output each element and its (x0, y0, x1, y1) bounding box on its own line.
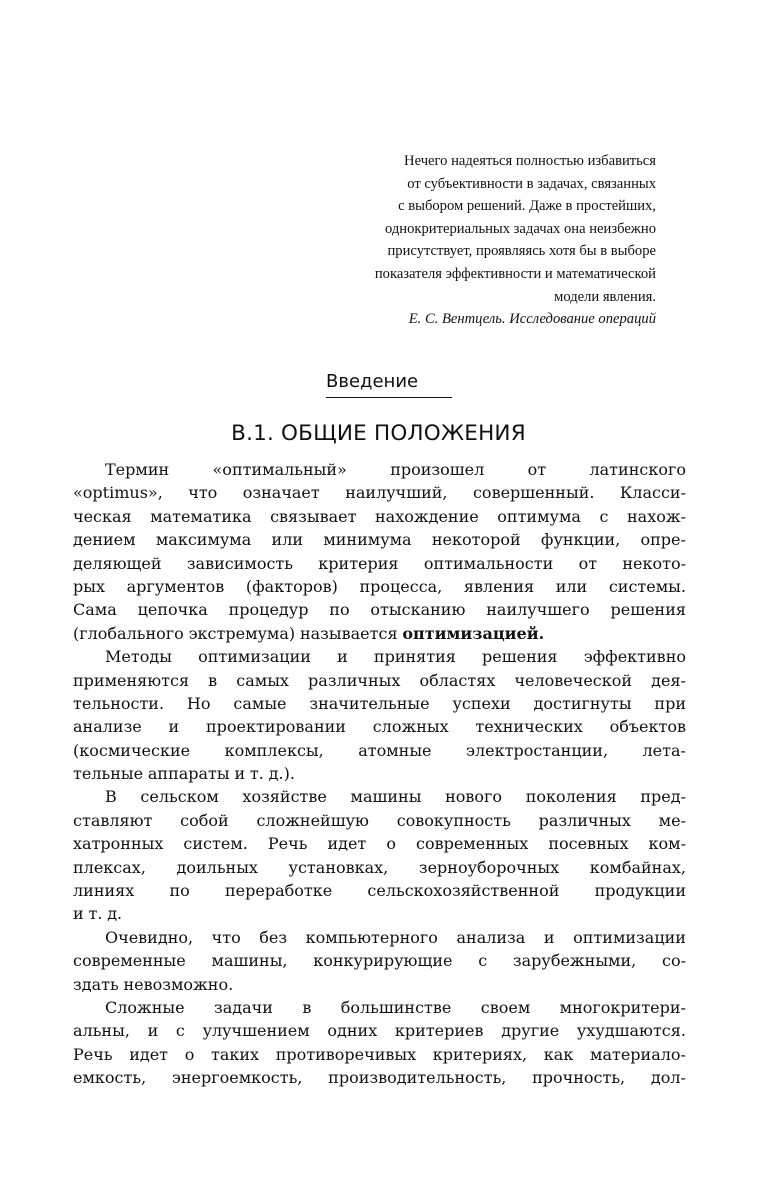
text-line (73, 458, 686, 481)
word: хозяйстве (242, 787, 327, 807)
word: наилучший, (345, 483, 448, 503)
word: машины, (211, 951, 288, 971)
text-line (73, 739, 686, 762)
epigraph-line: с выбором решений. Даже в простейших, (398, 198, 656, 215)
word: минимума (323, 530, 412, 550)
word: объектов (609, 717, 686, 737)
word: некоторой (431, 530, 521, 550)
word: в (302, 997, 312, 1017)
word: здать (73, 974, 119, 994)
word: переработке (224, 881, 333, 901)
word: решения (610, 600, 686, 620)
text-line (73, 692, 686, 715)
word: многокритери- (559, 997, 686, 1017)
text-line (73, 949, 686, 972)
epigraph-line: показателя эффективности и математической (374, 265, 656, 282)
word: называется (299, 623, 398, 643)
word: современные (73, 951, 186, 971)
word: анализа (456, 927, 526, 947)
word: оптимальности (423, 553, 554, 573)
word: другие (501, 1021, 560, 1041)
word: областях (419, 670, 496, 690)
text-line (73, 809, 686, 832)
text-line (73, 996, 686, 1019)
word: машины (350, 787, 422, 807)
word: означает (242, 483, 320, 503)
word: дением (73, 530, 136, 550)
text-line (73, 528, 686, 551)
word: различных (538, 810, 631, 830)
word: анализе (73, 717, 142, 737)
epigraph (256, 150, 656, 331)
word: или (271, 530, 304, 550)
word: систем. (183, 834, 248, 854)
word: аргументов (126, 576, 225, 596)
word: прочность, (532, 1068, 626, 1088)
word: критериев (394, 1021, 484, 1041)
word: сельском (140, 787, 219, 807)
text-line (73, 715, 686, 738)
chapter-heading: Введение (326, 369, 452, 398)
word: по (329, 600, 350, 620)
word: произошел (390, 460, 485, 479)
word: принятия (373, 647, 456, 667)
section-heading: В.1. ОБЩИЕ ПОЛОЖЕНИЯ (231, 421, 526, 446)
word: достигнуты (533, 693, 632, 713)
text-line (73, 622, 686, 645)
word: математика (150, 506, 252, 526)
word: с (175, 1021, 185, 1041)
word: ме- (658, 810, 686, 830)
word: В (105, 787, 117, 807)
word: ухудшаются. (576, 1021, 686, 1041)
word: «optimus», (73, 483, 163, 503)
text-line (73, 832, 686, 855)
word: эффективно (583, 647, 686, 667)
word: нахождение (375, 506, 479, 526)
word: зарубежными, (512, 951, 637, 971)
word: невозможно. (123, 974, 234, 994)
word: лета- (642, 740, 686, 760)
word: компьютерного (305, 927, 438, 947)
word: оптимизации (198, 647, 311, 667)
word: нового (445, 787, 503, 807)
word: Речь (267, 834, 308, 854)
epigraph-line: от субъективности в задачах, связанных (407, 175, 656, 192)
word: плексах, (73, 857, 146, 877)
word: системы. (608, 576, 686, 596)
word: некото- (622, 553, 686, 573)
word: о (386, 834, 396, 854)
word: нахож- (626, 506, 686, 526)
word: критериях, (432, 1044, 528, 1064)
text-line (73, 1043, 686, 1066)
word: или (555, 576, 588, 596)
word: и (543, 927, 555, 947)
word: установках, (288, 857, 389, 877)
word: что (211, 927, 241, 947)
word: с (599, 506, 609, 526)
word: собой (180, 810, 229, 830)
word: пред- (640, 787, 686, 807)
word: противоречивых (275, 1044, 417, 1064)
word: «оптимальный» (212, 460, 347, 479)
word: Класси- (619, 483, 686, 503)
word: электростанции, (466, 740, 609, 760)
word: значительные (309, 693, 430, 713)
word: связывает (270, 506, 357, 526)
text-line (73, 762, 686, 785)
word: д. (107, 904, 123, 924)
text-line (73, 1019, 686, 1042)
word: идет (129, 1044, 169, 1064)
word: производительность, (328, 1068, 507, 1088)
text-line (73, 552, 686, 575)
word: атомные (358, 740, 432, 760)
word: посевных (548, 834, 629, 854)
word: Сложные (105, 997, 185, 1017)
body-text (73, 458, 686, 1090)
text-line (73, 902, 686, 925)
text-line (73, 598, 686, 621)
epigraph-line: присутствует, проявляясь хотя бы в выборе (387, 243, 656, 260)
word: Речь (73, 1044, 113, 1064)
word: современных (415, 834, 529, 854)
word: таких (210, 1044, 260, 1064)
word: экстремума) (188, 623, 296, 643)
word: аппараты (147, 764, 230, 784)
word: применяются (73, 670, 190, 690)
emphasized-term: оптимизацией. (402, 623, 545, 643)
word: т. (249, 764, 264, 784)
word: самых (236, 670, 289, 690)
word: технических (475, 717, 583, 737)
text-line (73, 926, 686, 949)
word: от (527, 460, 547, 479)
word: конкурирующие (313, 951, 453, 971)
word: линиях (73, 881, 135, 901)
text-line (73, 481, 686, 504)
word: (космические (73, 740, 191, 760)
word: энергоемкость, (171, 1068, 303, 1088)
word: без (259, 927, 288, 947)
text-line (73, 645, 686, 668)
word: хатронных (73, 834, 164, 854)
word: Сама (73, 600, 117, 620)
word: доильных (176, 857, 258, 877)
word: с (478, 951, 488, 971)
word: тельные (73, 764, 144, 784)
word: человеческой (514, 670, 633, 690)
word: оптимума (497, 506, 581, 526)
word: рых (73, 576, 105, 596)
word: и (147, 1021, 159, 1041)
word: в (208, 670, 218, 690)
word: явления (463, 576, 535, 596)
text-line (73, 973, 686, 996)
word: оптимизации (573, 927, 686, 947)
word: одних (327, 1021, 378, 1041)
word: сложнейшую (256, 810, 369, 830)
word: и (73, 904, 84, 924)
epigraph-line: Нечего надеяться полностью избавиться (404, 153, 656, 169)
word: цепочка (137, 600, 208, 620)
word: от (578, 553, 598, 573)
word: функции, (540, 530, 621, 550)
word: отысканию (370, 600, 466, 620)
word: латинского (589, 460, 686, 479)
word: зерноуборочных (418, 857, 560, 877)
word: и (168, 717, 180, 737)
word: ческая (73, 506, 132, 526)
word: Но (186, 693, 211, 713)
word: комплексы, (224, 740, 324, 760)
word: наилучшего (486, 600, 590, 620)
text-line (73, 785, 686, 808)
word: Очевидно, (105, 927, 194, 947)
word: как (543, 1044, 574, 1064)
word: комбайнах, (589, 857, 686, 877)
text-line (73, 1066, 686, 1089)
word: о (184, 1044, 195, 1064)
word: идет (327, 834, 367, 854)
word: и (337, 647, 348, 667)
word: сложных (372, 717, 449, 737)
word: дея- (651, 670, 686, 690)
word: совершенный. (472, 483, 595, 503)
word: поколения (525, 787, 617, 807)
word: совокупность (396, 810, 511, 830)
word: своем (480, 997, 531, 1017)
word: тельности. (73, 693, 165, 713)
word: т. (88, 904, 103, 924)
word: Термин (105, 460, 170, 479)
text-line (73, 669, 686, 692)
word: зависимость (186, 553, 293, 573)
word: сельскохозяйственной (367, 881, 560, 901)
word: Методы (105, 647, 172, 667)
word: задачи (214, 997, 273, 1017)
word: со- (661, 951, 686, 971)
word: и (234, 764, 246, 784)
word: при (654, 693, 686, 713)
word: д.). (268, 764, 295, 784)
word: улучшением (202, 1021, 310, 1041)
text-line (73, 505, 686, 528)
word: опре- (640, 530, 686, 550)
epigraph-line: модели явления. (554, 288, 656, 305)
word: решения (482, 647, 558, 667)
word: деляющей (73, 553, 162, 573)
word: различных (308, 670, 401, 690)
word: процесса, (359, 576, 443, 596)
word: максимума (155, 530, 252, 550)
word: ставляют (73, 810, 153, 830)
word: процедур (228, 600, 309, 620)
word: по (169, 881, 190, 901)
word: продукции (594, 881, 686, 901)
epigraph-source: Е. С. Вентцель. Исследование операций (408, 311, 656, 328)
text-line (73, 856, 686, 879)
word: ком- (648, 834, 686, 854)
word: (факторов) (245, 576, 338, 596)
word: что (188, 483, 218, 503)
word: проектировании (206, 717, 346, 737)
word: материало- (590, 1044, 686, 1064)
word: успехи (452, 693, 511, 713)
word: альны, (73, 1021, 130, 1041)
word: дол- (650, 1068, 686, 1088)
word: емкость, (73, 1068, 147, 1088)
text-line (73, 879, 686, 902)
word: самые (233, 693, 287, 713)
text-line (73, 575, 686, 598)
word: критерия (318, 553, 399, 573)
epigraph-line: однокритериальных задачах она неизбежно (385, 220, 656, 237)
word: (глобального (73, 623, 184, 643)
word: большинстве (340, 997, 452, 1017)
